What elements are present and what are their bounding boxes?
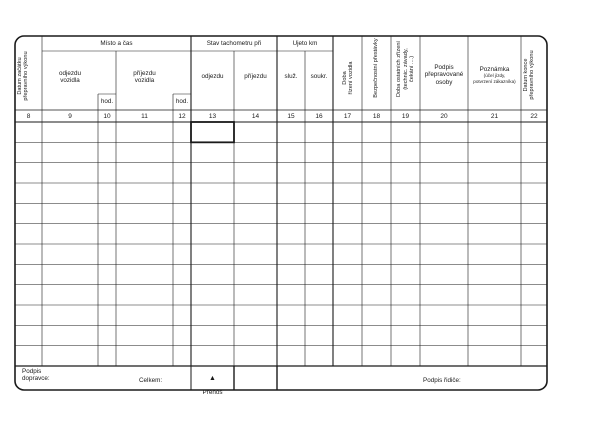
header-misto-a-cas: Místo a čas xyxy=(100,40,133,48)
header-sluz: služ. xyxy=(284,73,298,81)
column-number: 13 xyxy=(208,112,217,120)
column-number: 17 xyxy=(343,112,352,120)
header-poznamka xyxy=(468,55,521,95)
footer-podpis-ridice: Podpis řidiče: xyxy=(423,377,461,384)
header-stav-tachometru: Stav tachometru při xyxy=(206,40,262,48)
footer-prenos xyxy=(191,368,234,397)
column-number: 10 xyxy=(103,112,111,120)
header-prijezdu-vozidla: příjezdu vozidla xyxy=(133,69,156,84)
column-number: 21 xyxy=(490,112,499,120)
column-number: 18 xyxy=(372,112,381,120)
header-odjezdu: odjezdu xyxy=(201,73,224,81)
header-doba-ostatnich: Doba ostatních zřízení (technic. závady, čekání ....) xyxy=(396,41,416,97)
column-number: 11 xyxy=(141,112,148,120)
header-podpis-osoby: Podpis přepravované osoby xyxy=(424,64,464,86)
header-datum-zacatku: Datum začátku přepravního výkonu xyxy=(16,51,29,101)
column-number: 20 xyxy=(440,112,448,120)
header-datum-konce: Datum konce přepravního výkonu xyxy=(522,50,535,100)
header-hod-1: hod. xyxy=(100,98,114,106)
column-number: 9 xyxy=(68,112,72,120)
column-number: 12 xyxy=(178,112,186,120)
header-doba-rizeni: Doba řízení vozidla xyxy=(341,61,354,95)
header-odjezdu-vozidla: odjezdu vozidla xyxy=(58,69,82,84)
column-number: 14 xyxy=(251,112,260,120)
header-bezpecnostni-prestavky: Bezpečnostní přestávky xyxy=(372,38,379,98)
footer-prenos-label: Přenos xyxy=(202,389,223,397)
column-number: 15 xyxy=(287,112,295,120)
header-soukr: soukr. xyxy=(310,73,328,81)
column-number: 8 xyxy=(26,112,31,120)
header-poznamka-sub: (účel jízdy, potvrzení zákazníka) xyxy=(473,73,516,84)
header-prijezdu: příjezdu xyxy=(244,73,267,81)
header-ujeto-km: Ujeto km xyxy=(292,40,318,48)
footer-podpis-dopravce: Podpis dopravce: xyxy=(22,368,50,383)
footer-celkem: Celkem: xyxy=(139,377,163,384)
column-number: 22 xyxy=(530,112,538,120)
header-poznamka-title: Poznámka xyxy=(479,66,510,74)
highlighted-cell[interactable] xyxy=(191,122,234,142)
header-hod-2: hod. xyxy=(175,98,189,106)
column-number: 19 xyxy=(401,112,410,120)
prenos-arrow-icon: ▲ xyxy=(209,375,216,383)
column-number: 16 xyxy=(315,112,323,120)
